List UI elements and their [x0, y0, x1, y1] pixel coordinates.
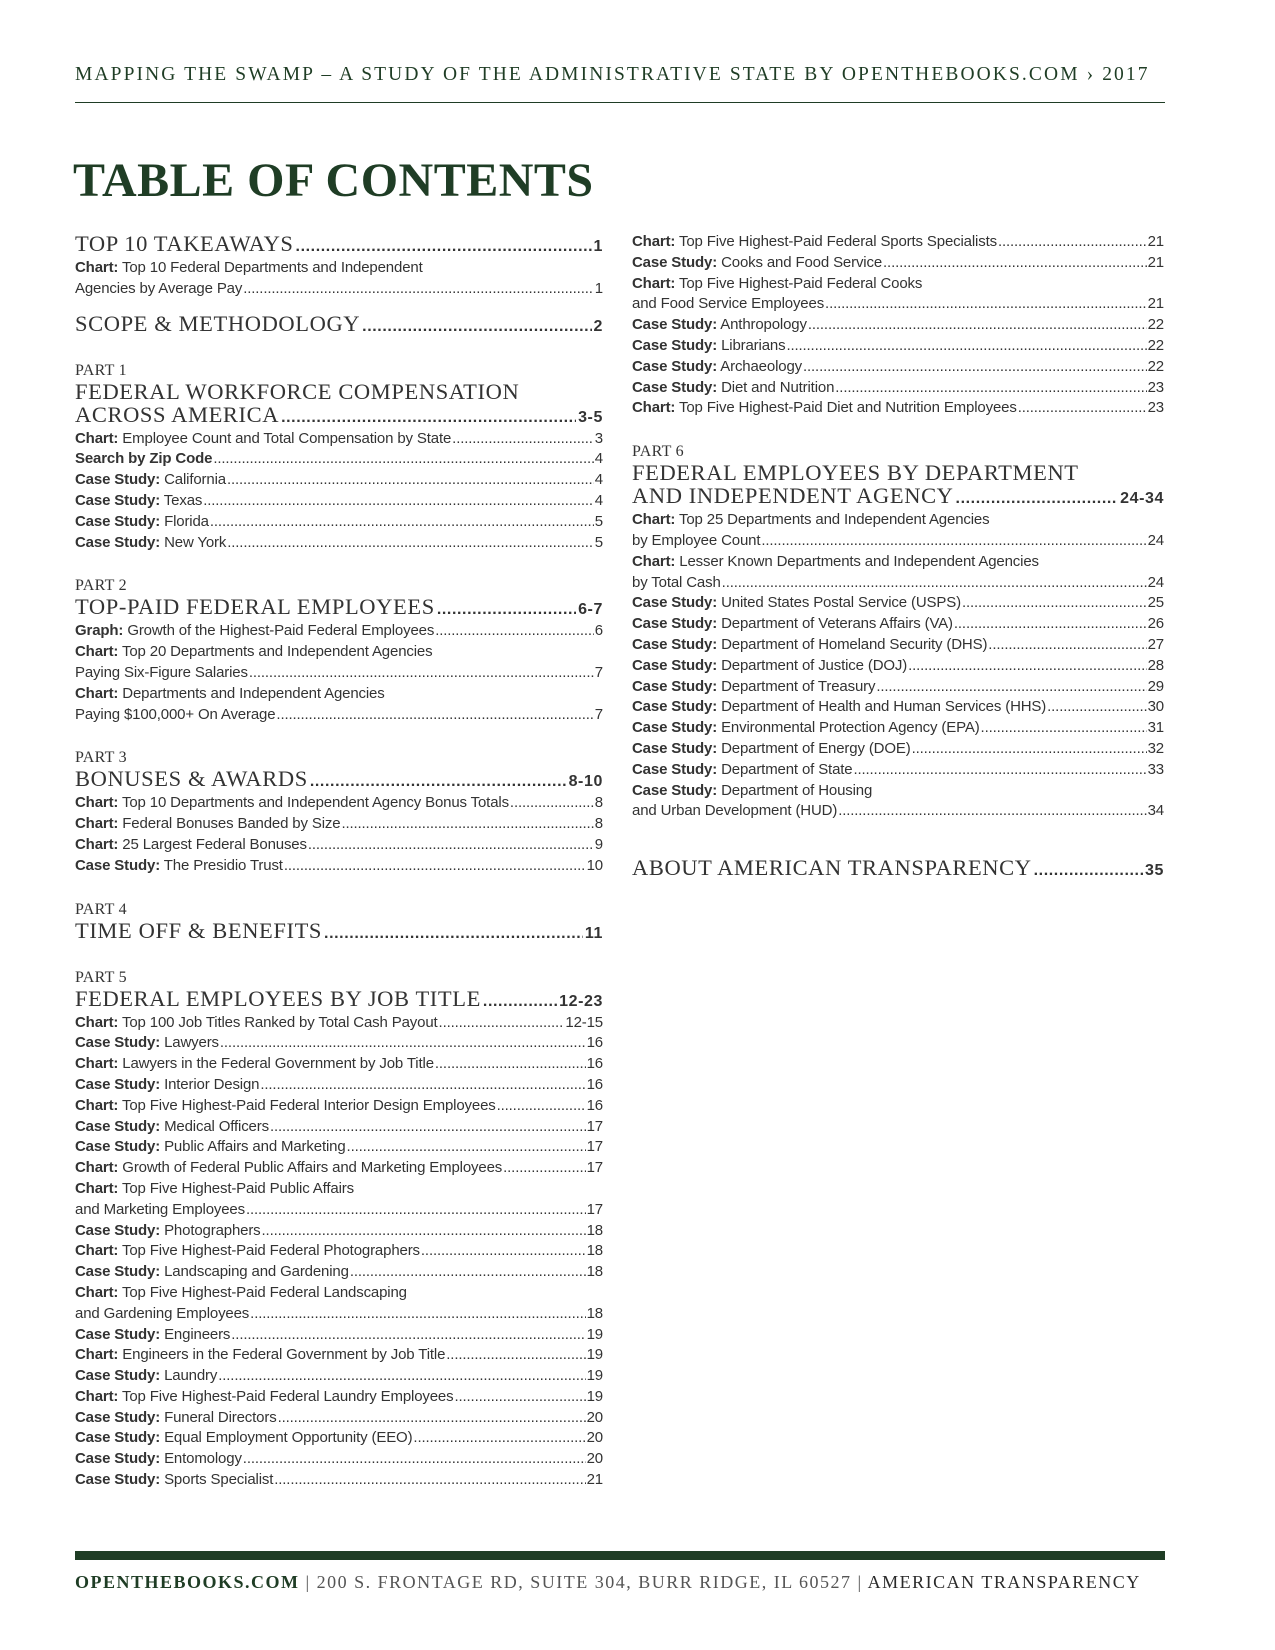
entry-list	[75, 621, 603, 725]
entry-list	[75, 1013, 603, 1491]
toc-part2[interactable]	[75, 595, 603, 621]
footer-separator: |	[851, 1572, 868, 1592]
toc-top10[interactable]	[75, 232, 603, 258]
toc-entry[interactable]: Chart: 25 Largest Federal Bonuses ..... 9	[75, 835, 603, 856]
toc-entry[interactable]: Case Study: Entomology ..... 20	[75, 1449, 603, 1470]
toc-entry[interactable]: Case Study: Laundry ..... 19	[75, 1366, 603, 1387]
toc-entry[interactable]: Chart: Top 10 Departments and Independent Agency Bonus Totals ..... 8	[75, 793, 603, 814]
entry-list	[75, 793, 603, 876]
toc-entry[interactable]: Chart: Top Five Highest-Paid Federal Photographers ..... 18	[75, 1241, 603, 1262]
page-number: 11	[584, 924, 603, 942]
page-number: 3-5	[578, 408, 603, 426]
toc-entry[interactable]: Case Study: Sports Specialist ..... 21	[75, 1470, 603, 1491]
page-number: 12-23	[559, 992, 603, 1010]
toc-entry[interactable]: Case Study: Cooks and Food Service ..... 21	[632, 253, 1164, 274]
part-label: PART 1	[75, 361, 127, 379]
toc-entry[interactable]: Case Study: Public Affairs and Marketing ..... 17	[75, 1137, 603, 1158]
leader-dots	[324, 922, 583, 945]
toc-entry[interactable]: Case Study: Interior Design ..... 16	[75, 1075, 603, 1096]
part-label: PART 5	[75, 968, 127, 986]
toc-entry[interactable]: Case Study: Department of Housing and Urban Development (HUD) ..... 34	[632, 781, 1164, 823]
toc-entry[interactable]: Case Study: Equal Employment Opportunity (EEO) ..... 20	[75, 1428, 603, 1449]
toc-entry[interactable]: Case Study: Anthropology ..... 22	[632, 315, 1164, 336]
section-title: TOP-PAID FEDERAL EMPLOYEES	[75, 594, 435, 620]
section-title: FEDERAL WORKFORCE COMPENSATION	[75, 378, 520, 404]
section-title: FEDERAL EMPLOYEES BY DEPARTMENT	[632, 460, 1079, 486]
toc-scope[interactable]	[75, 312, 603, 338]
section-title: TOP 10 TAKEAWAYS	[75, 231, 294, 256]
toc-entry[interactable]: Chart: Top 100 Job Titles Ranked by Total Cash Payout ..... 12-15	[75, 1013, 603, 1034]
leader-dots	[281, 406, 576, 429]
page-number: 6-7	[578, 601, 603, 619]
toc-entry[interactable]: Chart: Engineers in the Federal Government by Job Title ..... 19	[75, 1345, 603, 1366]
entry-list	[632, 510, 1164, 822]
toc-entry[interactable]: Chart: Top Five Highest-Paid Federal Sports Specialists ..... 21	[632, 232, 1164, 253]
toc-entry[interactable]: Case Study: Funeral Directors ..... 20	[75, 1408, 603, 1429]
leader-dots	[483, 990, 557, 1013]
toc-entry[interactable]: Chart: Top Five Highest-Paid Public Affairs and Marketing Employees ..... 17	[75, 1179, 603, 1221]
page-number: 1	[594, 279, 603, 297]
toc-entry[interactable]: Chart: Top Five Highest-Paid Diet and Nutrition Employees ..... 23	[632, 398, 1164, 419]
entry-list	[75, 429, 603, 554]
toc-entry[interactable]: Chart: Employee Count and Total Compensation by State ..... 3	[75, 429, 603, 450]
toc-part3[interactable]	[75, 767, 603, 793]
toc-entry[interactable]: Case Study: Photographers ..... 18	[75, 1221, 603, 1242]
toc-right-column	[632, 232, 1164, 882]
header-year: 2017	[1102, 64, 1150, 85]
section-title: ABOUT AMERICAN TRANSPARENCY	[632, 855, 1032, 881]
toc-entry[interactable]: Case Study: The Presidio Trust ..... 10	[75, 856, 603, 877]
toc-entry[interactable]: Chart: Top Five Highest-Paid Federal Cooks and Food Service Employees ..... 21	[632, 274, 1164, 316]
toc-entry[interactable]: Chart: Top Five Highest-Paid Federal Interior Design Employees ..... 16	[75, 1096, 603, 1117]
leader-dots	[1034, 859, 1143, 882]
toc-entry[interactable]: Case Study: New York ..... 5	[75, 533, 603, 554]
toc-entry[interactable]: Case Study: Department of Veterans Affairs (VA) ..... 26	[632, 614, 1164, 635]
page-number: 2	[593, 317, 603, 335]
toc-entry[interactable]	[75, 258, 603, 300]
running-header	[75, 64, 1165, 86]
page-number: 35	[1145, 862, 1164, 880]
header-rule	[75, 102, 1165, 103]
toc-entry[interactable]: Case Study: Landscaping and Gardening ..... 18	[75, 1262, 603, 1283]
part-label: PART 2	[75, 577, 127, 595]
header-separator-icon: ›	[1079, 64, 1103, 85]
entry-kind: Chart:	[75, 259, 119, 276]
section-title: TIME OFF & BENEFITS	[75, 917, 323, 943]
page-number: 8-10	[568, 773, 603, 791]
toc-entry[interactable]: Case Study: United States Postal Service (USPS) ..... 25	[632, 593, 1164, 614]
entry-text: Agencies by Average Pay	[75, 279, 243, 297]
toc-entry[interactable]: Graph: Growth of the Highest-Paid Federal Employees ..... 6	[75, 621, 603, 642]
toc-entry[interactable]: Case Study: Diet and Nutrition ..... 23	[632, 378, 1164, 399]
toc-about[interactable]	[632, 856, 1164, 882]
toc-entry[interactable]: Case Study: California ..... 4	[75, 470, 603, 491]
toc-entry[interactable]: Chart: Departments and Independent Agencies Paying $100,000+ On Average ..... 7	[75, 684, 603, 726]
leader-dots	[437, 598, 576, 621]
toc-entry[interactable]: Case Study: Archaeology ..... 22	[632, 357, 1164, 378]
footer-brand: AMERICAN TRANSPARENCY	[867, 1572, 1141, 1592]
toc-entry[interactable]: Chart: Top Five Highest-Paid Federal Landscaping and Gardening Employees ..... 18	[75, 1283, 603, 1325]
leader-dots	[310, 770, 567, 793]
page-title: TABLE OF CONTENTS	[73, 154, 594, 207]
toc-entry[interactable]: Case Study: Lawyers ..... 16	[75, 1033, 603, 1054]
footer-bar	[75, 1551, 1165, 1560]
toc-left-column	[75, 232, 603, 1491]
leader-dots	[956, 487, 1119, 510]
page-number: 1	[593, 238, 603, 255]
part-label: PART 3	[75, 749, 127, 767]
toc-entry[interactable]: Case Study: Environmental Protection Agency (EPA) ..... 31	[632, 718, 1164, 739]
toc-entry[interactable]: Chart: Federal Bonuses Banded by Size ..... 8	[75, 814, 603, 835]
section-title: SCOPE & METHODOLOGY	[75, 310, 361, 336]
toc-entry[interactable]: Case Study: Department of Health and Human Services (HHS) ..... 30	[632, 697, 1164, 718]
footer-address: 200 S. FRONTAGE RD, SUITE 304, BURR RIDGE, IL 60527	[316, 1572, 852, 1592]
entry-list	[632, 232, 1164, 419]
toc-entry[interactable]: Case Study: Florida ..... 5	[75, 512, 603, 533]
page-number: 24-34	[1120, 490, 1164, 508]
leader-dots	[296, 235, 592, 258]
toc-entry[interactable]: Case Study: Department of Homeland Security (DHS) ..... 27	[632, 635, 1164, 656]
toc-part4[interactable]	[75, 919, 603, 945]
header-title: MAPPING THE SWAMP – A STUDY OF THE ADMINISTRATIVE STATE BY	[75, 64, 842, 85]
toc-part1[interactable]	[75, 403, 603, 429]
toc-entry[interactable]: Case Study: Medical Officers ..... 17	[75, 1117, 603, 1138]
toc-entry[interactable]: Chart: Top 20 Departments and Independent Agencies Paying Six-Figure Salaries ..... 7	[75, 642, 603, 684]
toc-entry[interactable]: Case Study: Department of Energy (DOE) ..... 32	[632, 739, 1164, 760]
section-title: BONUSES & AWARDS	[75, 766, 308, 792]
toc-entry[interactable]: Chart: Lawyers in the Federal Government by Job Title ..... 16	[75, 1054, 603, 1075]
footer-site-link[interactable]: OPENTHEBOOKS.COM	[75, 1572, 300, 1592]
toc-entry[interactable]: Search by Zip Code ..... 4	[75, 449, 603, 470]
toc-part6[interactable]	[632, 484, 1164, 510]
toc-entry[interactable]: Case Study: Librarians ..... 22	[632, 336, 1164, 357]
leader-dots	[362, 315, 591, 338]
section-title: ACROSS AMERICA	[75, 401, 280, 427]
toc-entry[interactable]: Chart: Top 25 Departments and Independent Agencies by Employee Count ..... 24	[632, 510, 1164, 552]
footer	[75, 1572, 1165, 1593]
toc-part5[interactable]	[75, 987, 603, 1013]
header-org: OPENTHEBOOKS.COM	[841, 64, 1080, 85]
toc-entry[interactable]: Chart: Lesser Known Departments and Independent Agencies by Total Cash ..... 24	[632, 552, 1164, 594]
section-title: FEDERAL EMPLOYEES BY JOB TITLE	[75, 985, 481, 1011]
toc-entry[interactable]: Case Study: Department of Justice (DOJ) ..... 28	[632, 656, 1164, 677]
part-label: PART 4	[75, 900, 127, 918]
toc-entry[interactable]: Case Study: Department of State ..... 33	[632, 760, 1164, 781]
toc-entry[interactable]: Chart: Growth of Federal Public Affairs and Marketing Employees ..... 17	[75, 1158, 603, 1179]
part-label: PART 6	[632, 443, 684, 461]
toc-entry[interactable]: Case Study: Department of Treasury ..... 29	[632, 677, 1164, 698]
toc-entry[interactable]: Chart: Top Five Highest-Paid Federal Laundry Employees ..... 19	[75, 1387, 603, 1408]
entry-text: Top 10 Federal Departments and Independent	[122, 259, 423, 276]
toc-entry[interactable]: Case Study: Engineers ..... 19	[75, 1325, 603, 1346]
toc-entry[interactable]: Case Study: Texas ..... 4	[75, 491, 603, 512]
leader-dots	[243, 279, 594, 300]
section-title: AND INDEPENDENT AGENCY	[632, 483, 954, 509]
footer-separator: |	[299, 1572, 317, 1592]
